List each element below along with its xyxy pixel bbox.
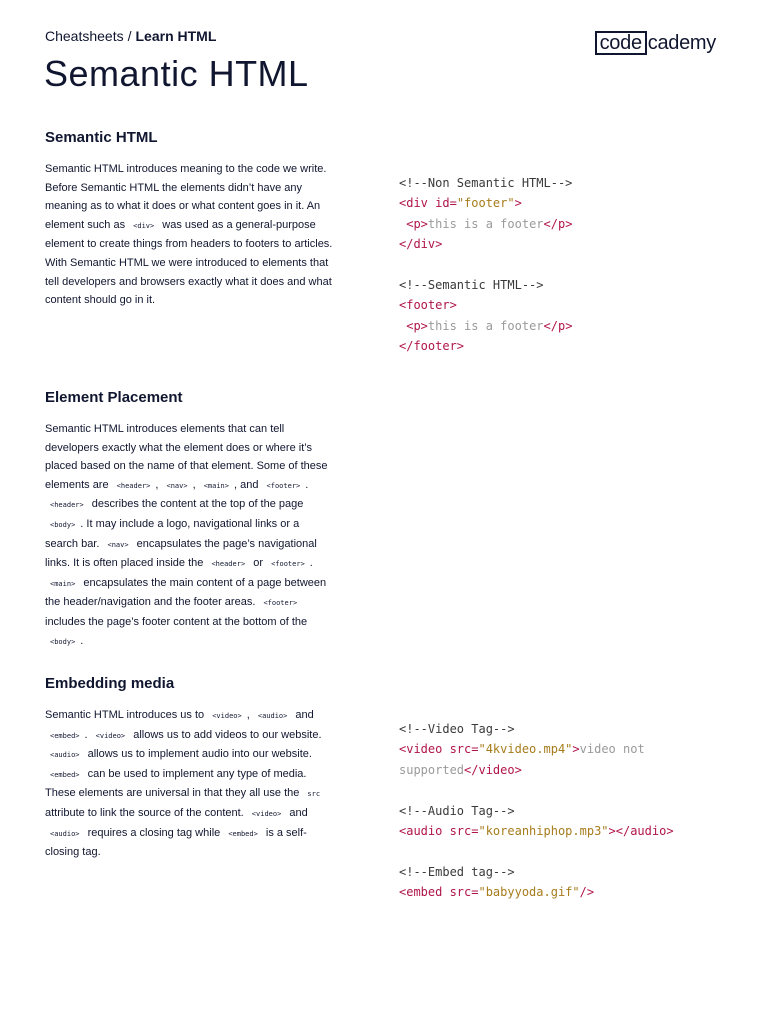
code-token: </p> [543, 216, 573, 231]
code-token: /> [579, 885, 595, 900]
code-line [399, 719, 674, 739]
code-token: <footer> [399, 298, 457, 313]
paragraph-text: attribute to link the source of the content. [45, 806, 247, 819]
inline-code: <nav> [166, 481, 188, 490]
code-token: src= [449, 824, 479, 839]
code-token: "koreanhiphop.mp3" [478, 824, 609, 839]
code-token: <!--Audio Tag--> [399, 803, 515, 818]
paragraph-text: , [192, 478, 199, 491]
code-token: id= [435, 196, 457, 211]
inline-code: <audio> [50, 751, 80, 760]
code-token: supported [399, 762, 465, 777]
code-token: src= [449, 742, 479, 757]
inline-code: <body> [50, 520, 76, 529]
section-paragraph [45, 160, 335, 310]
code-token: <!--Embed tag--> [399, 864, 515, 879]
inline-code: <header> [50, 501, 84, 510]
paragraph-text: can be used to implement any type of media. These elements are universal in that they all use the [45, 767, 307, 800]
code-token: > [572, 742, 580, 757]
section-semantic-html [45, 129, 335, 310]
code-token: "4kvideo.mp4" [478, 742, 573, 757]
code-line [399, 821, 674, 841]
code-token: <!--Video Tag--> [399, 722, 515, 736]
code-token: <audio [399, 824, 450, 839]
paragraph-text: describes the content at the top of the page [88, 498, 304, 511]
paragraph-text: and [286, 806, 308, 819]
code-token: this is a footer [427, 318, 544, 333]
inline-code: <body> [50, 637, 76, 646]
paragraph-text: and [292, 709, 314, 721]
inline-code: <header> [116, 481, 151, 490]
inline-code: <footer> [266, 481, 301, 490]
inline-code: <div> [133, 221, 155, 230]
section-embedding-media [45, 675, 335, 862]
code-token: > [514, 196, 522, 211]
inline-code: <video> [212, 712, 242, 720]
inline-code: src [307, 790, 321, 799]
code-token: ></audio> [608, 824, 674, 839]
paragraph-text: includes the page’s footer content at the bottom of the [45, 615, 308, 628]
inline-code: <audio> [257, 712, 288, 720]
breadcrumb-current[interactable]: Learn HTML [135, 28, 217, 44]
code-block-semantic-html [399, 173, 572, 357]
code-line [399, 336, 572, 356]
paragraph-text: , [246, 709, 253, 721]
paragraph-text: Semantic HTML introduces elements that can tell developers exactly what the element does or where it’s placed based on the name of that element. Some of these elements are [45, 423, 328, 491]
inline-code: <audio> [50, 829, 80, 838]
paragraph-text: . [80, 634, 84, 647]
code-line [399, 739, 674, 759]
inline-code: <video> [95, 731, 126, 740]
section-heading: Element Placement [45, 389, 183, 406]
paragraph-text: is a self-closing tag. [45, 826, 307, 859]
code-token: <embed [399, 885, 450, 900]
inline-code: <embed> [50, 731, 80, 740]
code-line [399, 862, 674, 882]
inline-code: <footer> [271, 560, 305, 569]
section-heading: Semantic HTML [45, 129, 158, 146]
breadcrumb-separator: / [127, 28, 132, 44]
paragraph-text: was used as a general-purpose element to create things from headers to footers to articles. With Semantic HTML we were introduced to elements that tell developers and browsers exactly what it does and what content should go in it. [45, 218, 333, 307]
paragraph-text: requires a closing tag while [84, 826, 224, 839]
paragraph-text: , and [234, 478, 262, 491]
code-line [399, 780, 674, 800]
code-token: </p> [543, 318, 573, 333]
code-token: "footer" [456, 196, 515, 211]
code-line [399, 275, 572, 295]
paragraph-text: . [84, 728, 91, 741]
inline-code: <main> [50, 579, 76, 588]
code-line [399, 316, 572, 336]
code-token: video not [579, 742, 645, 757]
section-element-placement [45, 389, 335, 651]
logo-rest-text: cademy [647, 31, 716, 54]
breadcrumb-cheatsheets-link[interactable]: Cheatsheets [45, 28, 124, 44]
code-token: <p> [406, 216, 428, 231]
paragraph-text: encapsulates the main content of a page between the header/navigation and the footer areas. [45, 576, 327, 609]
logo-boxed-text: code [595, 31, 647, 55]
code-token: <video [399, 742, 450, 757]
breadcrumb [45, 28, 216, 44]
section-paragraph [45, 420, 335, 651]
inline-code: <video> [251, 809, 282, 818]
code-line [399, 760, 674, 780]
code-line [399, 234, 572, 254]
code-line [399, 255, 572, 275]
code-token: src= [449, 885, 479, 900]
code-line [399, 841, 674, 861]
inline-code: <embed> [50, 770, 80, 779]
section-paragraph [45, 706, 335, 862]
code-line [399, 214, 572, 234]
code-token: this is a footer [427, 216, 544, 231]
code-token: <!--Non Semantic HTML--> [399, 176, 573, 190]
paragraph-text: allows us to add videos to our website. [130, 728, 322, 741]
code-token: <div [399, 196, 436, 211]
code-line [399, 173, 572, 193]
paragraph-text: , [155, 478, 162, 491]
codecademy-logo[interactable] [595, 31, 716, 55]
paragraph-text: allows us to implement audio into our website. [84, 748, 312, 761]
code-token: </footer> [399, 339, 465, 354]
code-token: <!--Semantic HTML--> [399, 278, 544, 293]
code-token: </video> [464, 762, 522, 777]
code-token: </div> [399, 237, 443, 252]
code-token: <p> [406, 318, 428, 333]
paragraph-text: . [305, 478, 309, 491]
paragraph-text: . It may include a logo, navigational links or a search bar. [45, 517, 300, 550]
code-block-embedding-media [399, 719, 674, 903]
code-line [399, 295, 572, 315]
inline-code: <embed> [228, 829, 258, 838]
inline-code: <main> [203, 481, 229, 490]
code-line [399, 193, 572, 213]
paragraph-text: or [250, 557, 267, 570]
code-token: "babyyoda.gif" [478, 885, 580, 900]
section-heading: Embedding media [45, 675, 175, 692]
paragraph-text: encapsulates the page’s navigational links. It is often placed inside the [45, 537, 317, 570]
paragraph-text: Semantic HTML introduces meaning to the code we write. Before Semantic HTML the elements didn’t have any meaning as to what it does or what content goes in it. An element such as [45, 163, 327, 231]
paragraph-text: . [309, 557, 313, 570]
paragraph-text: Semantic HTML introduces us to [45, 709, 208, 721]
inline-code: <nav> [107, 540, 129, 549]
inline-code: <footer> [263, 599, 298, 608]
code-line [399, 882, 674, 902]
code-line [399, 801, 674, 821]
page-title: Semantic HTML [44, 53, 309, 94]
inline-code: <header> [211, 560, 246, 569]
